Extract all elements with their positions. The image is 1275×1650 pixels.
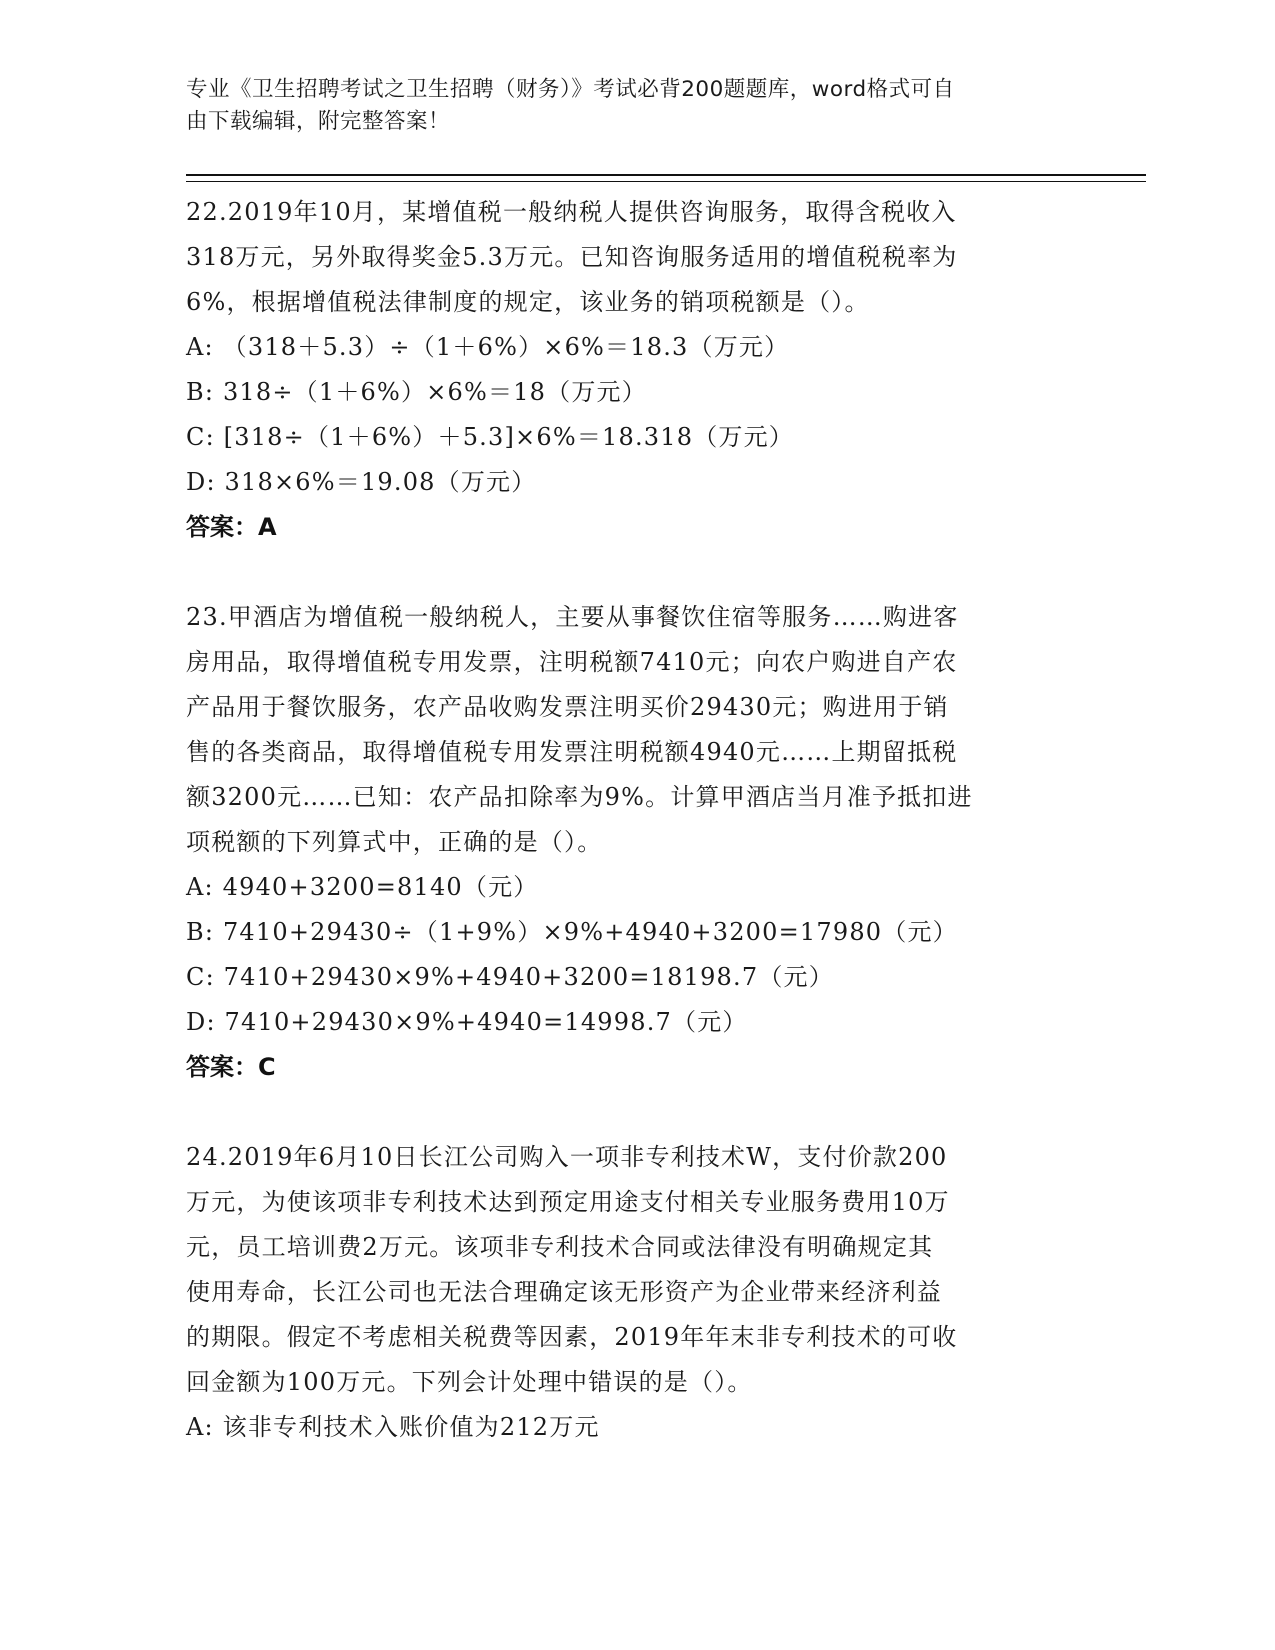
header-line-2: 由下载编辑，附完整答案！ bbox=[186, 109, 451, 134]
option-c: C: [318÷（1＋6%）＋5.3]×6%＝18.318（万元） bbox=[186, 423, 794, 451]
answer: 答案：C bbox=[186, 1053, 276, 1081]
question-stem-line: 万元，为使该项非专利技术达到预定用途支付相关专业服务费用10万 bbox=[186, 1188, 950, 1216]
question-stem-line: 318万元，另外取得奖金5.3万元。已知咨询服务适用的增值税税率为 bbox=[186, 243, 958, 271]
question-stem-line: 产品用于餐饮服务，农产品收购发票注明买价29430元；购进用于销 bbox=[186, 693, 949, 721]
question-stem-line: 回金额为100万元。下列会计处理中错误的是（）。 bbox=[186, 1368, 753, 1396]
option-a: A: （318＋5.3）÷（1＋6%）×6%＝18.3（万元） bbox=[186, 333, 790, 361]
option-d: D: 7410+29430×9%+4940=14998.7（元） bbox=[186, 1008, 748, 1036]
option-a: A: 该非专利技术入账价值为212万元 bbox=[186, 1413, 600, 1441]
question-stem-line: 元，员工培训费2万元。该项非专利技术合同或法律没有明确规定其 bbox=[186, 1233, 934, 1261]
question-stem-line: 项税额的下列算式中，正确的是（）。 bbox=[186, 828, 603, 856]
header-rule-thick bbox=[186, 174, 1146, 176]
question-23 bbox=[186, 595, 1086, 1090]
question-list bbox=[186, 190, 1086, 1450]
question-24 bbox=[186, 1135, 1086, 1450]
option-a: A: 4940+3200=8140（元） bbox=[186, 873, 539, 901]
question-stem-line: 使用寿命，长江公司也无法合理确定该无形资产为企业带来经济利益 bbox=[186, 1278, 942, 1306]
question-stem-line: 额3200元……已知：农产品扣除率为9%。计算甲酒店当月准予抵扣进 bbox=[186, 783, 973, 811]
option-d: D: 318×6%＝19.08（万元） bbox=[186, 468, 537, 496]
spacer bbox=[186, 1090, 1086, 1135]
question-stem-line: 的期限。假定不考虑相关税费等因素，2019年年末非专利技术的可收 bbox=[186, 1323, 958, 1351]
question-stem-line: 23.甲酒店为增值税一般纳税人，主要从事餐饮住宿等服务……购进客 bbox=[186, 603, 959, 631]
option-b: B: 7410+29430÷（1+9%）×9%+4940+3200=17980（元） bbox=[186, 918, 958, 946]
question-stem-line: 售的各类商品，取得增值税专用发票注明税额4940元……上期留抵税 bbox=[186, 738, 958, 766]
question-stem-line: 22.2019年10月，某增值税一般纳税人提供咨询服务，取得含税收入 bbox=[186, 198, 957, 226]
document-header bbox=[186, 74, 1066, 138]
spacer bbox=[186, 550, 1086, 595]
question-stem-line: 24.2019年6月10日长江公司购入一项非专利技术W，支付价款200 bbox=[186, 1143, 948, 1171]
answer: 答案：A bbox=[186, 513, 277, 541]
header-rule-thin bbox=[186, 181, 1146, 182]
question-stem-line: 6%，根据增值税法律制度的规定，该业务的销项税额是（）。 bbox=[186, 288, 870, 316]
option-c: C: 7410+29430×9%+4940+3200=18198.7（元） bbox=[186, 963, 834, 991]
option-b: B: 318÷（1＋6%）×6%＝18（万元） bbox=[186, 378, 647, 406]
question-22 bbox=[186, 190, 1086, 550]
header-line-1: 专业《卫生招聘考试之卫生招聘（财务）》考试必背200题题库，word格式可自 bbox=[186, 77, 955, 102]
question-stem-line: 房用品，取得增值税专用发票，注明税额7410元；向农户购进自产农 bbox=[186, 648, 958, 676]
